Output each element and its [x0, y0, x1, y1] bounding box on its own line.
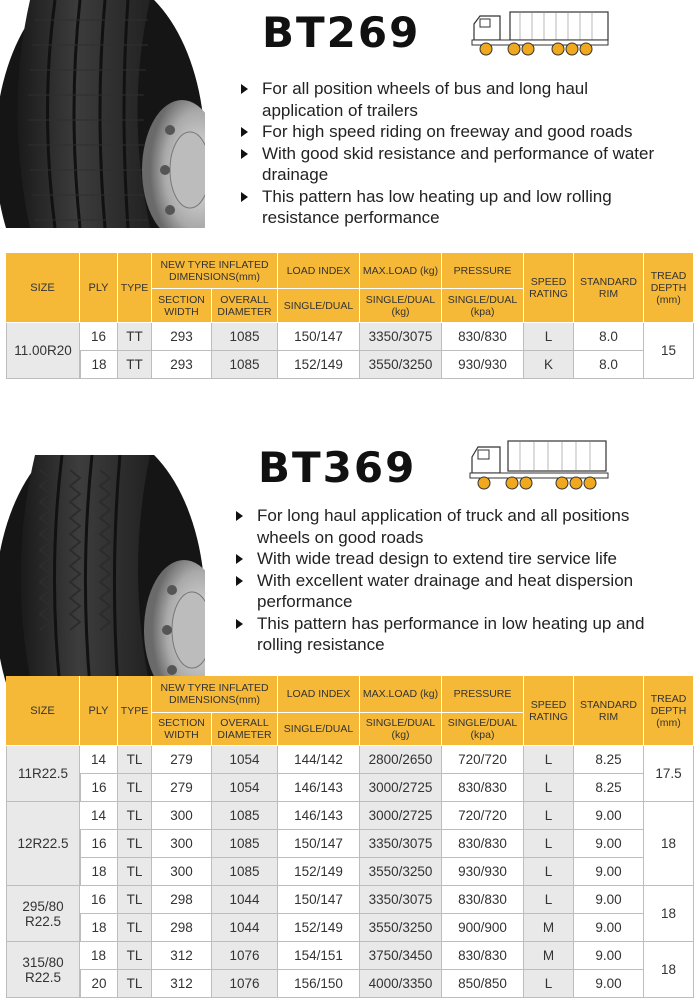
- cell-pressure: 830/830: [442, 774, 524, 802]
- table-row: [6, 830, 694, 858]
- cell-speed-rating: L: [524, 830, 574, 858]
- header-size: SIZE: [6, 676, 80, 746]
- product-section-bt269: [0, 0, 700, 385]
- header-dimensions: NEW TYRE INFLATED DIMENSIONS(mm): [152, 676, 278, 713]
- table-row: [6, 351, 694, 379]
- header-max-load: MAX.LOAD (kg): [360, 676, 442, 713]
- table-row: [6, 746, 694, 774]
- header-type: TYPE: [118, 253, 152, 323]
- tire-photo: [0, 455, 205, 687]
- cell-section-width: 300: [152, 858, 212, 886]
- header-type: TYPE: [118, 676, 152, 746]
- cell-load-index: 150/147: [278, 886, 360, 914]
- header-overall-diameter: OVERALL DIAMETER: [212, 713, 278, 746]
- cell-tread-depth: 18: [644, 886, 694, 942]
- cell-pressure: 830/830: [442, 886, 524, 914]
- header-size: SIZE: [6, 253, 80, 323]
- header-load-single-dual: SINGLE/DUAL: [278, 713, 360, 746]
- cell-speed-rating: L: [524, 802, 574, 830]
- cell-speed-rating: L: [524, 858, 574, 886]
- cell-section-width: 298: [152, 886, 212, 914]
- cell-max-load: 3550/3250: [360, 858, 442, 886]
- cell-pressure: 830/830: [442, 323, 524, 351]
- cell-type: TT: [118, 351, 152, 379]
- cell-standard-rim: 9.00: [574, 914, 644, 942]
- cell-type: TL: [118, 774, 152, 802]
- cell-load-index: 154/151: [278, 942, 360, 970]
- cell-type: TL: [118, 858, 152, 886]
- cell-type: TL: [118, 802, 152, 830]
- header-pressure: PRESSURE: [442, 253, 524, 289]
- cell-load-index: 146/143: [278, 802, 360, 830]
- cell-section-width: 300: [152, 802, 212, 830]
- cell-overall-diameter: 1085: [212, 802, 278, 830]
- feature-item: With good skid resistance and performance of water drainage: [238, 143, 668, 186]
- cell-type: TL: [118, 886, 152, 914]
- cell-max-load: 3350/3075: [360, 886, 442, 914]
- cell-ply: 14: [80, 802, 118, 830]
- cell-overall-diameter: 1044: [212, 914, 278, 942]
- cell-max-load: 2800/2650: [360, 746, 442, 774]
- cell-ply: 16: [80, 830, 118, 858]
- cell-ply: 18: [80, 914, 118, 942]
- cell-standard-rim: 9.00: [574, 830, 644, 858]
- cell-size: 295/80 R22.5: [6, 886, 80, 942]
- cell-type: TL: [118, 970, 152, 998]
- cell-ply: 16: [80, 886, 118, 914]
- table-row: [6, 774, 694, 802]
- cell-max-load: 3000/2725: [360, 802, 442, 830]
- cell-size: 11.00R20: [6, 323, 80, 379]
- cell-max-load: 3550/3250: [360, 914, 442, 942]
- model-title: BT369: [258, 443, 417, 492]
- cell-load-index: 144/142: [278, 746, 360, 774]
- cell-standard-rim: 9.00: [574, 970, 644, 998]
- cell-section-width: 300: [152, 830, 212, 858]
- header-max-load: MAX.LOAD (kg): [360, 253, 442, 289]
- cell-section-width: 298: [152, 914, 212, 942]
- header-load-single-dual: SINGLE/DUAL: [278, 289, 360, 323]
- cell-overall-diameter: 1054: [212, 746, 278, 774]
- truck-trailer-icon: [470, 8, 610, 63]
- cell-overall-diameter: 1076: [212, 942, 278, 970]
- cell-overall-diameter: 1085: [212, 858, 278, 886]
- cell-section-width: 293: [152, 323, 212, 351]
- cell-standard-rim: 9.00: [574, 886, 644, 914]
- table-row: [6, 970, 694, 998]
- cell-load-index: 156/150: [278, 970, 360, 998]
- cell-ply: 20: [80, 970, 118, 998]
- cell-overall-diameter: 1085: [212, 323, 278, 351]
- cell-standard-rim: 9.00: [574, 802, 644, 830]
- feature-item: This pattern has low heating up and low rolling resistance performance: [238, 186, 668, 229]
- cell-standard-rim: 8.25: [574, 774, 644, 802]
- table-row: [6, 886, 694, 914]
- feature-item: For high speed riding on freeway and good roads: [238, 121, 668, 143]
- spec-table: [6, 253, 694, 379]
- cell-speed-rating: M: [524, 942, 574, 970]
- cell-tread-depth: 15: [644, 323, 694, 379]
- table-row: [6, 914, 694, 942]
- cell-standard-rim: 9.00: [574, 858, 644, 886]
- cell-load-index: 152/149: [278, 351, 360, 379]
- cell-type: TL: [118, 914, 152, 942]
- table-row: [6, 323, 694, 351]
- cell-section-width: 312: [152, 970, 212, 998]
- cell-tread-depth: 17.5: [644, 746, 694, 802]
- cell-ply: 18: [80, 858, 118, 886]
- cell-max-load: 3750/3450: [360, 942, 442, 970]
- header-section-width: SECTION WIDTH: [152, 289, 212, 323]
- cell-load-index: 152/149: [278, 858, 360, 886]
- cell-pressure: 720/720: [442, 746, 524, 774]
- table-row: [6, 802, 694, 830]
- feature-item: For all position wheels of bus and long haul application of trailers: [238, 78, 668, 121]
- header-section-width: SECTION WIDTH: [152, 713, 212, 746]
- cell-pressure: 720/720: [442, 802, 524, 830]
- cell-speed-rating: L: [524, 746, 574, 774]
- cell-load-index: 150/147: [278, 323, 360, 351]
- cell-speed-rating: L: [524, 886, 574, 914]
- cell-pressure: 850/850: [442, 970, 524, 998]
- feature-item: For long haul application of truck and all positions wheels on good roads: [233, 505, 673, 548]
- cell-ply: 16: [80, 774, 118, 802]
- cell-section-width: 312: [152, 942, 212, 970]
- cell-size: 12R22.5: [6, 802, 80, 886]
- cell-overall-diameter: 1076: [212, 970, 278, 998]
- cell-ply: 18: [80, 351, 118, 379]
- spec-table-body: [6, 746, 694, 998]
- header-load-index: LOAD INDEX: [278, 676, 360, 713]
- cell-standard-rim: 8.0: [574, 351, 644, 379]
- cell-pressure: 830/830: [442, 942, 524, 970]
- cell-load-index: 152/149: [278, 914, 360, 942]
- cell-ply: 14: [80, 746, 118, 774]
- table-row: [6, 858, 694, 886]
- feature-list: [233, 505, 673, 656]
- cell-tread-depth: 18: [644, 942, 694, 998]
- cell-overall-diameter: 1085: [212, 830, 278, 858]
- cell-load-index: 146/143: [278, 774, 360, 802]
- cell-overall-diameter: 1054: [212, 774, 278, 802]
- header-ply: PLY: [80, 253, 118, 323]
- cell-pressure: 830/830: [442, 830, 524, 858]
- feature-item: With excellent water drainage and heat dispersion performance: [233, 570, 673, 613]
- cell-speed-rating: L: [524, 323, 574, 351]
- cell-speed-rating: M: [524, 914, 574, 942]
- feature-item: With wide tread design to extend tire service life: [233, 548, 673, 570]
- header-pressure-single-dual: SINGLE/DUAL (kpa): [442, 289, 524, 323]
- header-ply: PLY: [80, 676, 118, 746]
- header-pressure: PRESSURE: [442, 676, 524, 713]
- spec-table: [6, 676, 694, 998]
- feature-item: This pattern has performance in low heating up and rolling resistance: [233, 613, 673, 656]
- header-tread-depth: TREAD DEPTH (mm): [644, 253, 694, 323]
- cell-type: TL: [118, 746, 152, 774]
- cell-type: TT: [118, 323, 152, 351]
- cell-section-width: 293: [152, 351, 212, 379]
- cell-pressure: 900/900: [442, 914, 524, 942]
- spec-table-body: [6, 323, 694, 379]
- cell-tread-depth: 18: [644, 802, 694, 886]
- feature-list: [238, 78, 668, 229]
- cell-speed-rating: K: [524, 351, 574, 379]
- header-standard-rim: STANDARD RIM: [574, 676, 644, 746]
- cell-overall-diameter: 1085: [212, 351, 278, 379]
- cell-load-index: 150/147: [278, 830, 360, 858]
- cell-speed-rating: L: [524, 774, 574, 802]
- cell-ply: 16: [80, 323, 118, 351]
- cell-max-load: 3350/3075: [360, 323, 442, 351]
- cell-speed-rating: L: [524, 970, 574, 998]
- cell-section-width: 279: [152, 746, 212, 774]
- cell-section-width: 279: [152, 774, 212, 802]
- cell-size: 11R22.5: [6, 746, 80, 802]
- truck-trailer-icon: [468, 437, 610, 498]
- cell-type: TL: [118, 942, 152, 970]
- cell-max-load: 3550/3250: [360, 351, 442, 379]
- header-overall-diameter: OVERALL DIAMETER: [212, 289, 278, 323]
- header-load-index: LOAD INDEX: [278, 253, 360, 289]
- header-pressure-single-dual: SINGLE/DUAL (kpa): [442, 713, 524, 746]
- tire-photo: [0, 0, 205, 228]
- header-maxload-single-dual: SINGLE/DUAL (kg): [360, 289, 442, 323]
- cell-overall-diameter: 1044: [212, 886, 278, 914]
- cell-standard-rim: 9.00: [574, 942, 644, 970]
- header-dimensions: NEW TYRE INFLATED DIMENSIONS(mm): [152, 253, 278, 289]
- cell-size: 315/80 R22.5: [6, 942, 80, 998]
- cell-pressure: 930/930: [442, 351, 524, 379]
- cell-standard-rim: 8.25: [574, 746, 644, 774]
- table-row: [6, 942, 694, 970]
- cell-max-load: 3000/2725: [360, 774, 442, 802]
- header-maxload-single-dual: SINGLE/DUAL (kg): [360, 713, 442, 746]
- cell-max-load: 3350/3075: [360, 830, 442, 858]
- product-section-bt369: [0, 425, 700, 1007]
- model-title: BT269: [262, 8, 421, 57]
- cell-max-load: 4000/3350: [360, 970, 442, 998]
- header-standard-rim: STANDARD RIM: [574, 253, 644, 323]
- cell-standard-rim: 8.0: [574, 323, 644, 351]
- header-speed-rating: SPEED RATING: [524, 676, 574, 746]
- header-tread-depth: TREAD DEPTH (mm): [644, 676, 694, 746]
- cell-pressure: 930/930: [442, 858, 524, 886]
- cell-type: TL: [118, 830, 152, 858]
- header-speed-rating: SPEED RATING: [524, 253, 574, 323]
- cell-ply: 18: [80, 942, 118, 970]
